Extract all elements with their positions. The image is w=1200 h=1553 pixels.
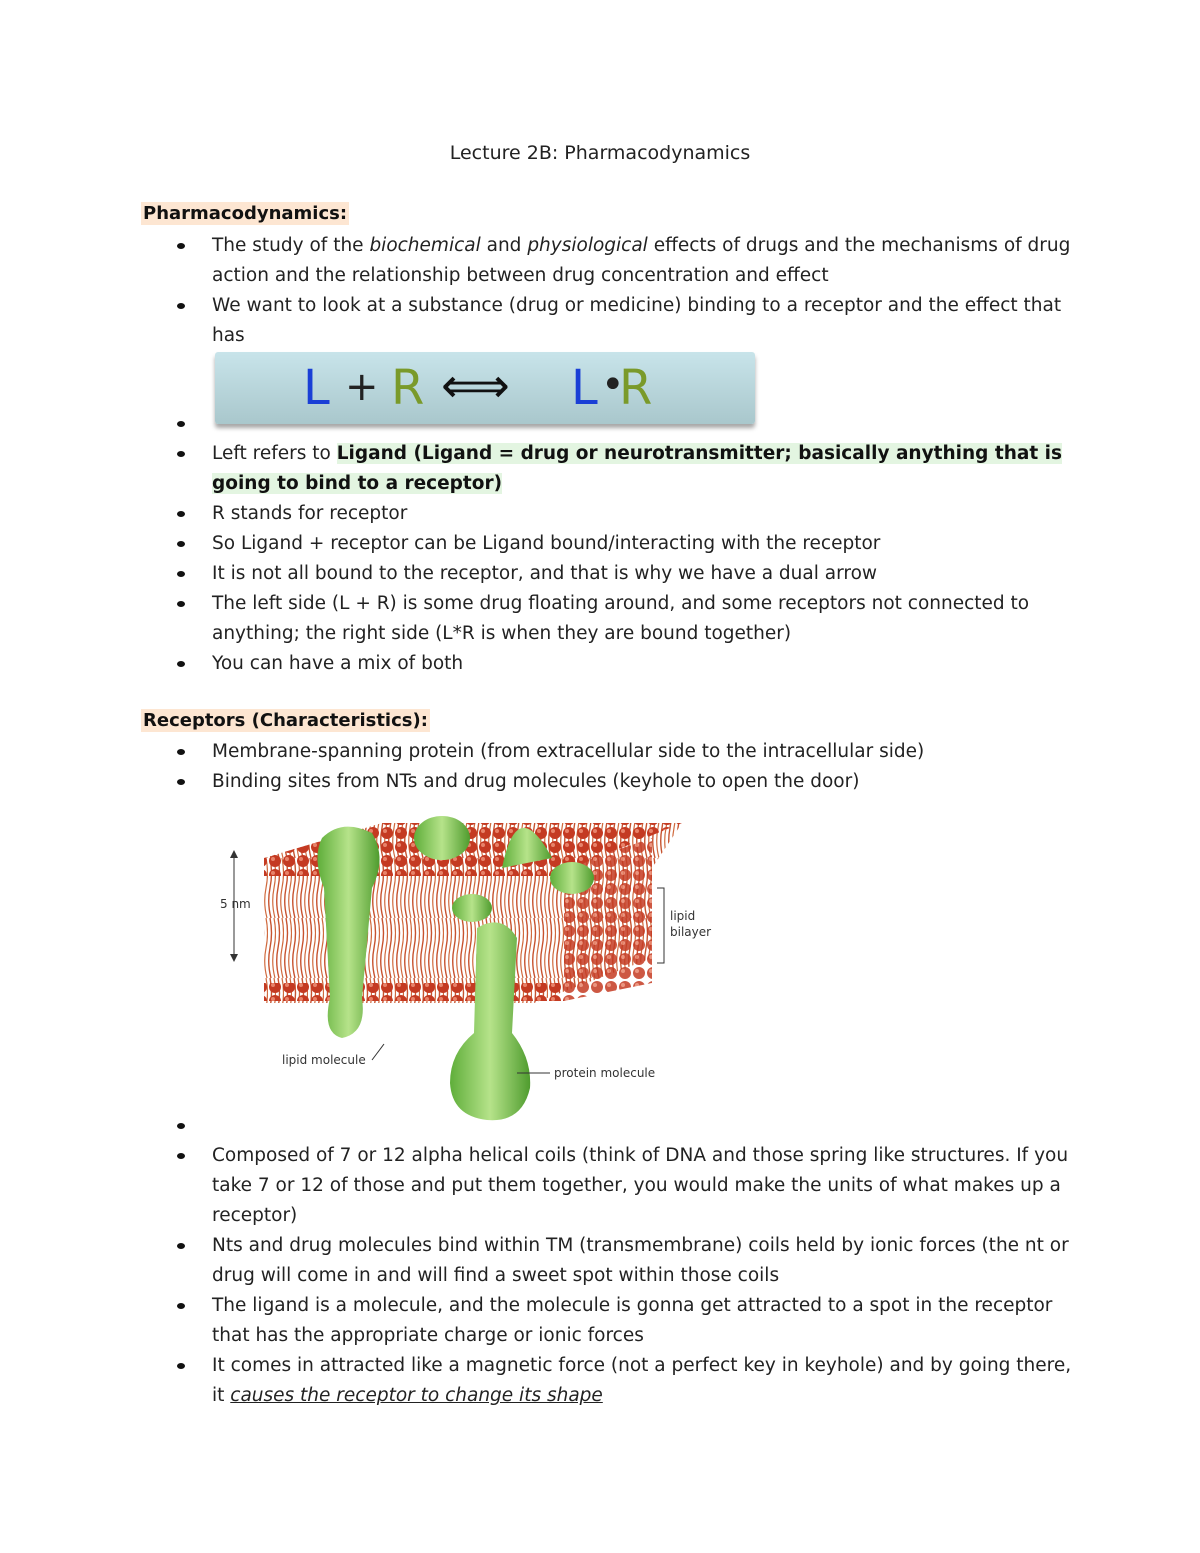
ligand-highlight: Ligand (Ligand = drug or neurotransmitter; basically anything that is going to bind to a receptor) [212,443,1062,494]
shape-change-emphasis: causes the receptor to change its shape [230,1385,603,1406]
list-item-empty [141,1111,1081,1141]
list-item: R stands for receptor [141,499,1081,529]
list-item: Membrane-spanning protein (from extracellular side to the intracellular side) [141,737,1081,767]
list-item: The study of the biochemical and physiological effects of drugs and the mechanisms of drug action and the relationship between drug concentration and effect [141,231,1081,291]
scale-label: 5 nm [220,897,251,911]
equation-ligand: L [303,360,330,416]
list-item: You can have a mix of both [141,649,1081,679]
equation-ligand-bound: L [571,360,598,416]
pharmacodynamics-list-continued [141,409,1081,679]
section-heading-pharmacodynamics: Pharmacodynamics: [143,203,348,224]
double-arrow-icon: ⟺ [441,358,510,414]
list-item: Nts and drug molecules bind within TM (transmembrane) coils held by ionic forces (the nt or drug will come in and will find a sweet spot within those coils [141,1231,1081,1291]
page-title: Lecture 2B: Pharmacodynamics [449,142,751,164]
list-item: It is not all bound to the receptor, and that is why we have a dual arrow [141,559,1081,589]
protein-molecule-label: protein molecule [554,1066,656,1080]
equation-receptor-bound: R [619,360,653,416]
list-item: Binding sites from NTs and drug molecules (keyhole to open the door) [141,767,1081,797]
list-item: The ligand is a molecule, and the molecule is gonna get attracted to a spot in the receptor that has the appropriate charge or ionic forces [141,1291,1081,1351]
list-item: The left side (L + R) is some drug floating around, and some receptors not connected to anything; the right side (L*R is when they are bound together) [141,589,1081,649]
receptors-list [141,737,1081,797]
equation-receptor: R [391,360,425,416]
list-item-empty [141,409,1081,439]
list-item: Left refers to Ligand (Ligand = drug or neurotransmitter; basically anything that is going to bind to a receptor) [141,439,1081,499]
section-heading-receptors: Receptors (Characteristics): [143,710,428,731]
list-item: It comes in attracted like a magnetic force (not a perfect key in keyhole) and by going there, it causes the receptor to change its shape [141,1351,1081,1411]
equation-plus: + [345,364,379,410]
bilayer-label-line1: lipid [670,909,696,923]
bilayer-label-line2: bilayer [670,925,712,939]
lipid-molecule-label: lipid molecule [282,1053,366,1067]
equation-bond-dot: • [601,362,625,408]
lipid-bilayer-diagram [212,798,724,1132]
list-item: So Ligand + receptor can be Ligand bound/interacting with the receptor [141,529,1081,559]
list-item: Composed of 7 or 12 alpha helical coils (think of DNA and those spring like structures. If you take 7 or 12 of those and put them together, you would make the units of what makes up a receptor) [141,1141,1081,1231]
pharmacodynamics-list [141,231,1081,351]
receptors-list-continued [141,1111,1081,1411]
list-item: We want to look at a substance (drug or medicine) binding to a receptor and the effect that has [141,291,1081,351]
